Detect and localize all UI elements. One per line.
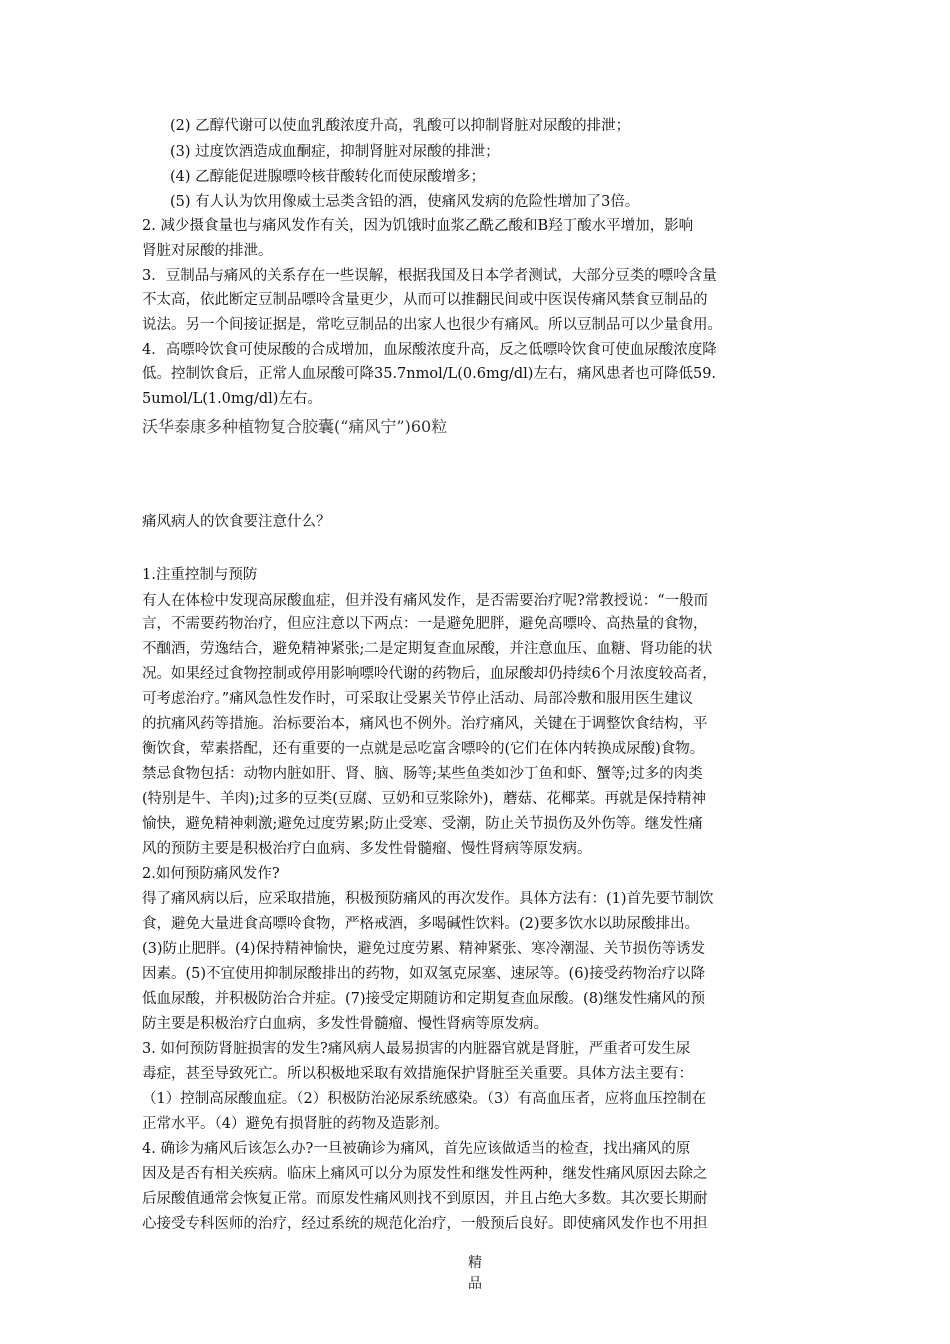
paragraph-line: 2. 减少摄食量也与痛风发作有关，因为饥饿时血浆乙酰乙酸和Β羟丁酸水平增加，影响	[142, 218, 694, 234]
paragraph-line: 言，不需要药物治疗，但应注意以下两点：一是避免肥胖，避免高嘌呤、高热量的食物，	[142, 616, 708, 632]
paragraph-line: （1）控制高尿酸血症。（2）积极防治泌尿系统感染。（3）有高血压者，应将血压控制在	[142, 1091, 707, 1107]
paragraph-line: 低血尿酸，并积极防治合并症。(7)接受定期随访和定期复查血尿酸。(8)继发性痛风的预	[142, 991, 706, 1007]
paragraph-line: (3)防止肥胖。(4)保持精神愉快，避免过度劳累、精神紧张、寒冷潮湿、关节损伤等诱发	[142, 941, 706, 957]
list-item-2: (2) 乙醇代谢可以使血乳酸浓度升高，乳酸可以抑制肾脏对尿酸的排泄；	[170, 118, 631, 134]
paragraph-line: 禁忌食物包括：动物内脏如肝、肾、脑、肠等;某些鱼类如沙丁鱼和虾、蟹等;过多的肉类	[142, 766, 703, 782]
paragraph-line: 衡饮食，荤素搭配，还有重要的一点就是忌吃富含嘌呤的(它们在体内转换成尿酸)食物。	[142, 741, 705, 757]
footer-char-1: 精	[468, 1255, 482, 1271]
list-item-3: (3) 过度饮酒造成血酮症，抑制肾脏对尿酸的排泄；	[170, 144, 500, 160]
paragraph-line: 3．豆制品与痛风的关系存在一些误解，根据我国及日本学者测试，大部分豆类的嘌呤含量	[142, 268, 717, 284]
paragraph-line: 4. 确诊为痛风后该怎么办?一旦被确诊为痛风，首先应该做适当的检查，找出痛风的原	[142, 1141, 691, 1157]
paragraph-line: 不太高，依此断定豆制品嘌呤含量更少，从而可以推翻民间或中医误传痛风禁食豆制品的	[142, 292, 708, 308]
subheading: 2.如何预防痛风发作?	[142, 866, 280, 882]
paragraph-line: 得了痛风病以后，应采取措施，积极预防痛风的再次发作。具体方法有：(1)首先要节制饮	[142, 891, 714, 907]
paragraph-line: 因素。(5)不宜使用抑制尿酸排出的药物，如双氢克尿塞、速尿等。(6)接受药物治疗以降	[142, 966, 706, 982]
product-line: 沃华泰康多种植物复合胶囊(“痛风宁”)60粒	[142, 417, 448, 436]
paragraph-line: 风的预防主要是积极治疗白血病、多发性骨髓瘤、慢性肾病等原发病。	[142, 841, 592, 857]
paragraph-line: 说法。另一个间接证据是，常吃豆制品的出家人也很少有痛风。所以豆制品可以少量食用。	[142, 317, 722, 333]
paragraph-line: 食，避免大量进食高嘌呤食物，严格戒酒，多喝碱性饮料。(2)要多饮水以助尿酸排出。	[142, 916, 700, 932]
paragraph-line: 毒症，甚至导致死亡。所以积极地采取有效措施保护肾脏至关重要。具体方法主要有：	[142, 1066, 693, 1082]
list-item-5: (5) 有人认为饮用像威士忌类含铅的酒，使痛风发病的危险性增加了3倍。	[170, 194, 640, 210]
paragraph-line: 愉快，避免精神刺激;避免过度劳累;防止受寒、受潮，防止关节损伤及外伤等。继发性痛	[142, 816, 703, 832]
paragraph-line: 防主要是积极治疗白血病，多发性骨髓瘤、慢性肾病等原发病。	[142, 1016, 548, 1032]
list-item-4: (4) 乙醇能促进腺嘌呤核苷酸转化而使尿酸增多；	[170, 169, 486, 185]
paragraph-line: 可考虑治疗。”痛风急性发作时，可采取让受累关节停止活动、局部冷敷和服用医生建议	[142, 691, 694, 707]
footer-char-2: 品	[468, 1276, 482, 1292]
section-title: 痛风病人的饮食要注意什么？	[142, 514, 331, 530]
paragraph-line: 5umol/L(1.0mg/dl)左右。	[142, 391, 322, 407]
paragraph-line: 因及是否有相关疾病。临床上痛风可以分为原发性和继发性两种，继发性痛风原因去除之	[142, 1166, 708, 1182]
paragraph-line: (特别是牛、羊肉);过多的豆类(豆腐、豆奶和豆浆除外)，蘑菇、花椰菜。再就是保持精神	[142, 791, 707, 807]
paragraph-line: 4．高嘌呤饮食可使尿酸的合成增加，血尿酸浓度升高，反之低嘌呤饮食可使血尿酸浓度降	[142, 342, 717, 358]
paragraph-line: 肾脏对尿酸的排泄。	[142, 243, 273, 259]
paragraph-line: 况。如果经过食物控制或停用影响嘌呤代谢的药物后，血尿酸却仍持续6个月浓度较高者，	[142, 666, 717, 682]
paragraph-line: 心接受专科医师的治疗，经过系统的规范化治疗，一般预后良好。即使痛风发作也不用担	[142, 1216, 708, 1232]
paragraph-line: 正常水平。（4）避免有损肾脏的药物及造影剂。	[142, 1116, 449, 1132]
paragraph-line: 有人在体检中发现高尿酸血症，但并没有痛风发作，是否需要治疗呢?常教授说：“一般而	[142, 593, 709, 609]
paragraph-line: 低。控制饮食后，正常人血尿酸可降35.7nmol/L(0.6mg/dl)左右，痛风患者也可降低59.	[142, 366, 717, 382]
paragraph-line: 不酗酒，劳逸结合，避免精神紧张;二是定期复查血尿酸，并注意血压、血糖、肾功能的状	[142, 641, 713, 657]
subheading: 1.注重控制与预防	[142, 567, 258, 583]
paragraph-line: 的抗痛风药等措施。治标要治本，痛风也不例外。治疗痛风，关键在于调整饮食结构，平	[142, 716, 708, 732]
paragraph-line: 后尿酸值通常会恢复正常。而原发性痛风则找不到原因，并且占绝大多数。其次要长期耐	[142, 1191, 708, 1207]
paragraph-line: 3. 如何预防肾脏损害的发生?痛风病人最易损害的内脏器官就是肾脏，严重者可发生尿	[142, 1041, 691, 1057]
